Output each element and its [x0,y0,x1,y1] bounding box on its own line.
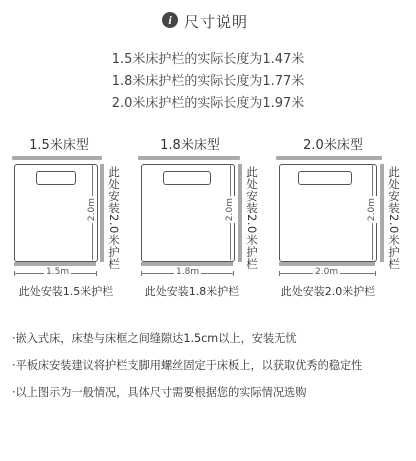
width-label: 2.0m [315,267,339,277]
pillow-outline [163,171,211,185]
bed-title-2-0: 2.0米床型 [303,138,363,153]
head-rail [138,156,240,160]
side-install-text: 此处安装2.0米护栏 [245,166,259,270]
length-line-2: 1.8米床护栏的实际长度为1.77米 [111,74,305,89]
dimension-cap [96,271,97,276]
side-guardrail [100,164,104,262]
pillow-outline [36,171,76,185]
length-line-1: 1.5米床护栏的实际长度为1.47米 [111,52,305,67]
width-label: 1.8m [176,267,200,277]
dimension-cap [141,271,142,276]
pillow-outline [298,171,352,185]
bottom-guardrail [141,262,233,266]
side-install-text: 此处安装2.0米护栏 [387,166,401,270]
dimension-cap [279,271,280,276]
bed-title-1-8: 1.8米床型 [160,138,220,153]
dimension-cap [233,271,234,276]
length-line-3: 2.0米床护栏的实际长度为1.97米 [111,96,305,111]
head-rail [12,156,102,160]
page-title: 尺寸说明 [184,13,249,31]
bottom-install-text: 此处安装2.0米护栏 [280,285,376,298]
length-label: 2.0m [225,198,235,222]
note-2: ·平板床安装建议将护栏支脚用螺丝固定于床板上，以获取优秀的稳定性 [12,359,363,372]
width-label: 1.5m [46,267,70,277]
bottom-install-text: 此处安装1.5米护栏 [18,285,114,298]
bottom-guardrail [279,262,375,266]
note-3: ·以上图示为一般情况，具体尺寸需要根据您的实际情况选购 [12,386,307,399]
dimension-cap [375,271,376,276]
note-1: ·嵌入式床，床垫与床框之间缝隙达1.5cm以上，安装无忧 [12,332,297,345]
bed-title-1-5: 1.5米床型 [29,138,89,153]
side-guardrail [380,164,384,262]
dimension-cap [14,271,15,276]
side-guardrail [238,164,242,262]
side-install-text: 此处安装2.0米护栏 [107,166,121,270]
bottom-install-text: 此处安装1.8米护栏 [144,285,240,298]
info-icon: i [162,12,178,28]
bottom-guardrail [14,262,96,266]
head-rail [276,156,382,160]
length-label: 2.0m [87,198,97,222]
length-label: 2.0m [367,198,377,222]
